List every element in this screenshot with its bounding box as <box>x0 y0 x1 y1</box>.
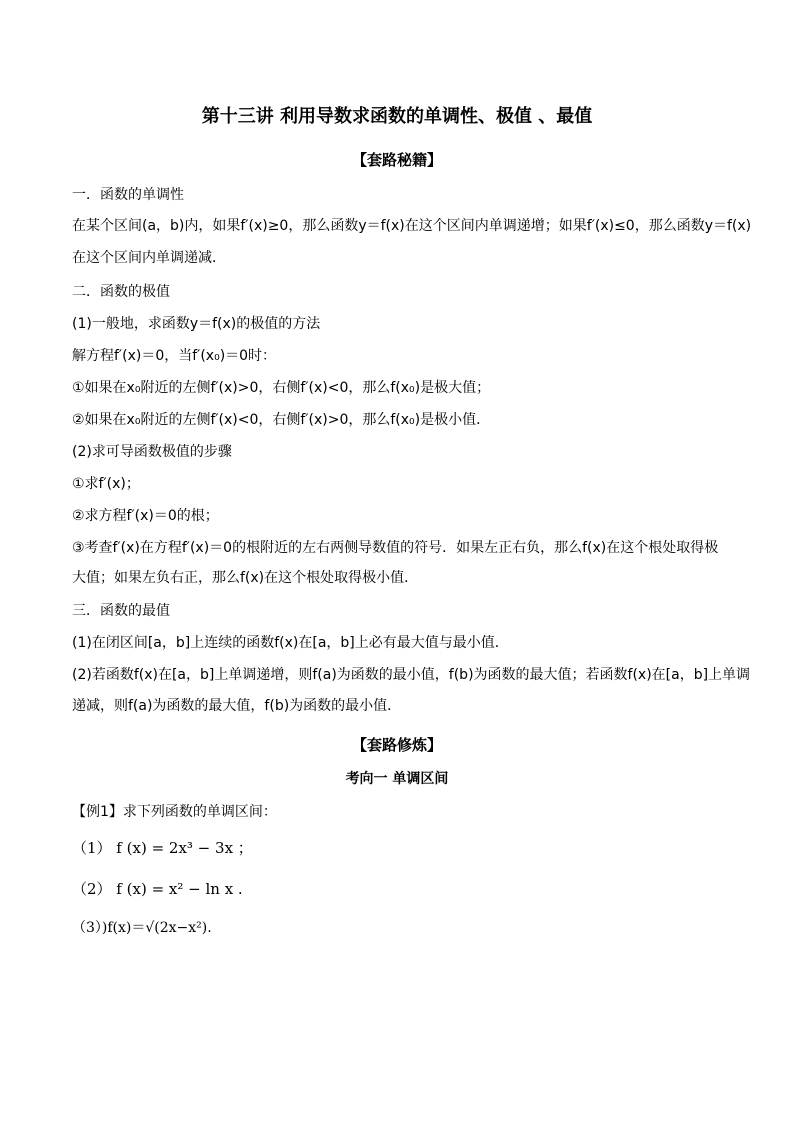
example-item-1: （1） f (x) = 2x³ − 3x ； <box>72 839 253 857</box>
example-item-3: （3）)f(x)＝√(2x−x²). <box>72 920 212 936</box>
subheading-monotone-intervals: 考向一 单调区间 <box>345 771 449 787</box>
paragraph-max-min-3: 递减，则f(a)为函数的最大值，f(b)为函数的最小值． <box>72 698 402 714</box>
section-heading-practice: 【套路修炼】 <box>351 736 442 754</box>
paragraph-extrema-6: ①求f′(x)； <box>72 476 140 492</box>
paragraph-monotonicity-1: 在某个区间(a，b)内，如果f′(x)≥0，那么函数y＝f(x)在这个区间内单调递增；如果f′(x)≤0，那么函数y＝f(x) <box>72 218 752 234</box>
paragraph-extrema-9: 大值；如果左负右正，那么f(x)在这个根处取得极小值． <box>72 570 419 586</box>
section-heading-secret: 【套路秘籍】 <box>351 151 442 169</box>
paragraph-extrema-4: ②如果在x₀附近的左侧f′(x)<0，右侧f′(x)>0，那么f(x₀)是极小值． <box>72 412 491 428</box>
paragraph-extrema-1: (1)一般地，求函数y＝f(x)的极值的方法 <box>72 316 321 332</box>
paragraph-extrema-3: ①如果在x₀附近的左侧f′(x)>0，右侧f′(x)<0，那么f(x₀)是极大值； <box>72 380 491 396</box>
heading-monotonicity: 一．函数的单调性 <box>72 187 184 203</box>
example-item-2: （2） f (x) = x² − ln x . <box>72 880 243 898</box>
paragraph-max-min-1: (1)在闭区间[a，b]上连续的函数f(x)在[a，b]上必有最大值与最小值． <box>72 635 509 651</box>
paragraph-extrema-7: ②求方程f′(x)＝0的根； <box>72 508 219 524</box>
paragraph-extrema-8: ③考查f′(x)在方程f′(x)＝0的根附近的左右两侧导数值的符号．如果左正右负，那么f(x)在这个根处取得极 <box>72 540 719 556</box>
heading-extrema: 二．函数的极值 <box>72 284 170 300</box>
paragraph-extrema-5: (2)求可导函数极值的步骤 <box>72 444 232 460</box>
heading-max-min: 三．函数的最值 <box>72 603 170 619</box>
paragraph-monotonicity-2: 在这个区间内单调递减． <box>72 250 226 266</box>
paragraph-max-min-2: (2)若函数f(x)在[a，b]上单调递增，则f(a)为函数的最小值，f(b)为函数的最大值；若函数f(x)在[a，b]上单调 <box>72 667 751 683</box>
paragraph-extrema-2: 解方程f′(x)＝0，当f′(x₀)＝0时： <box>72 348 277 364</box>
page-title: 第十三讲 利用导数求函数的单调性、极值 、最值 <box>201 106 593 127</box>
example-intro: 【例1】求下列函数的单调区间： <box>72 804 277 820</box>
